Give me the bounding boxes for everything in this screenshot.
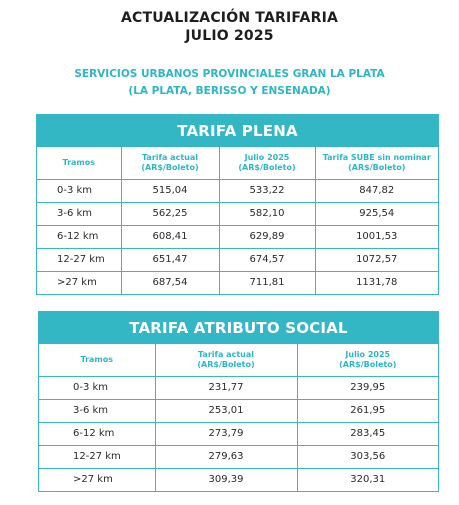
table-header-row [39, 344, 438, 376]
page-title-date: JULIO 2025 [185, 28, 274, 44]
table-cell: 711,81 [219, 271, 315, 294]
table-cell: 1072,57 [315, 248, 438, 271]
tarifa-social-table [39, 344, 438, 491]
table-cell: 12-27 km [39, 445, 155, 468]
column-header: Tarifa SUBE sin nominar (AR$/Boleto) [315, 147, 438, 179]
table-cell: 239,95 [297, 376, 438, 399]
column-header: Tarifa actual (AR$/Boleto) [121, 147, 219, 179]
table-cell: 6-12 km [39, 422, 155, 445]
table-cell: 925,54 [315, 202, 438, 225]
column-header: Julio 2025 (AR$/Boleto) [219, 147, 315, 179]
table-row [37, 271, 438, 294]
table-cell: 651,47 [121, 248, 219, 271]
table-cell: 303,56 [297, 445, 438, 468]
table-cell: 283,45 [297, 422, 438, 445]
table-cell: 12-27 km [37, 248, 121, 271]
column-header: Tramos [39, 344, 155, 376]
table-cell: 562,25 [121, 202, 219, 225]
table-cell: 629,89 [219, 225, 315, 248]
table-row [39, 376, 438, 399]
table-cell: 3-6 km [37, 202, 121, 225]
table-cell: 273,79 [155, 422, 297, 445]
table-cell: 674,57 [219, 248, 315, 271]
table-cell: >27 km [37, 271, 121, 294]
table-cell: 253,01 [155, 399, 297, 422]
table-cell: 309,39 [155, 468, 297, 491]
table-cell: 261,95 [297, 399, 438, 422]
tarifa-plena-table [37, 147, 438, 294]
tarifa-plena-title: TARIFA PLENA [37, 115, 438, 147]
tarifa-social-title: TARIFA ATRIBUTO SOCIAL [39, 312, 438, 344]
page-title: ACTUALIZACIÓN TARIFARIA [120, 10, 339, 26]
table-cell: 515,04 [121, 179, 219, 202]
table-cell: 582,10 [219, 202, 315, 225]
table-row [37, 248, 438, 271]
table-cell: 847,82 [315, 179, 438, 202]
tarifa-plena-card [36, 114, 439, 295]
table-row [39, 468, 438, 491]
column-header: Tramos [37, 147, 121, 179]
table-cell: 0-3 km [37, 179, 121, 202]
table-row [39, 422, 438, 445]
table-cell: 3-6 km [39, 399, 155, 422]
table-row [37, 225, 438, 248]
table-cell: 0-3 km [39, 376, 155, 399]
table-cell: 608,41 [121, 225, 219, 248]
tarifa-social-card [38, 311, 439, 492]
table-cell: 6-12 km [37, 225, 121, 248]
table-cell: 320,31 [297, 468, 438, 491]
column-header: Julio 2025 (AR$/Boleto) [297, 344, 438, 376]
table-cell: 1131,78 [315, 271, 438, 294]
table-cell: 279,63 [155, 445, 297, 468]
table-cell: 687,54 [121, 271, 219, 294]
table-cell: 231,77 [155, 376, 297, 399]
table-cell: 533,22 [219, 179, 315, 202]
table-row [39, 445, 438, 468]
table-row [37, 179, 438, 202]
service-localities: (LA PLATA, BERISSO Y ENSENADA) [128, 85, 331, 97]
table-header-row [37, 147, 438, 179]
column-header: Tarifa actual (AR$/Boleto) [155, 344, 297, 376]
table-row [37, 202, 438, 225]
table-cell: 1001,53 [315, 225, 438, 248]
service-subtitle: SERVICIOS URBANOS PROVINCIALES GRAN LA PLATA [74, 68, 385, 80]
table-cell: >27 km [39, 468, 155, 491]
table-row [39, 399, 438, 422]
